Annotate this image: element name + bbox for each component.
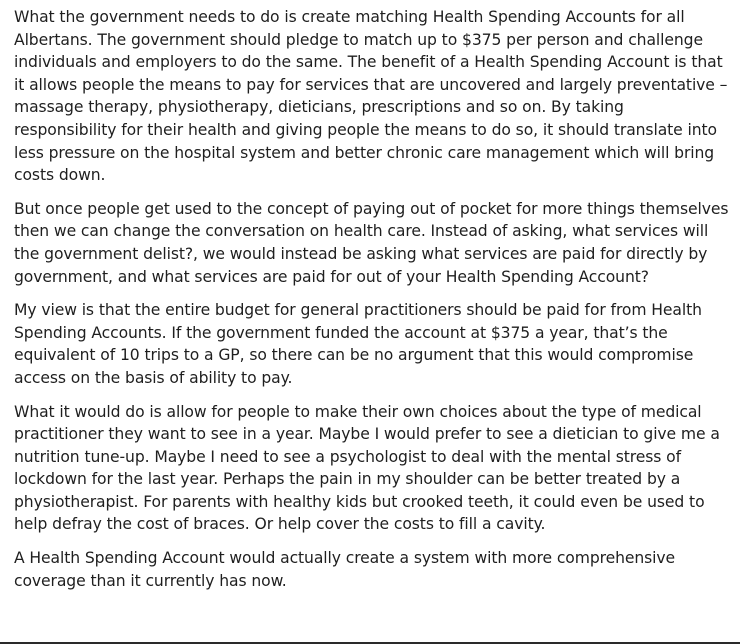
article-body (14, 6, 730, 603)
paragraph-3: My view is that the entire budget for general practitioners should be paid for from Health Spending Accounts. If the government funded the account at $375 a year, that’s the equivalent of 10 trips to a GP, so there can be no argument that this would compromise access on the basis of ability to pay. (14, 301, 702, 387)
paragraph-1: What the government needs to do is create matching Health Spending Accounts for all Albertans. The government should pledge to match up to $375 per person and challenge individuals and employers to do the same. The benefit of a Health Spending Account is that it allows people the means to pay for services that are uncovered and largely preventative – massage therapy, physiotherapy, dieticians, prescriptions and so on. By taking responsibility for their health and giving people the means to do so, it should translate into less pressure on the hospital system and better chronic care management which will bring costs down. (14, 8, 728, 185)
paragraph-4: What it would do is allow for people to make their own choices about the type of medical practitioner they want to see in a year. Maybe I would prefer to see a dietician to give me a nutrition tune-up. Maybe I need to see a psychologist to deal with the mental stress of lockdown for the last year. Perhaps the pain in my shoulder can be better treated by a physiotherapist. For parents with healthy kids but crooked teeth, it could even be used to help defray the cost of braces. Or help cover the costs to fill a cavity. (14, 402, 720, 534)
paragraph-2: But once people get used to the concept of paying out of pocket for more things themselves then we can change the conversation on health care. Instead of asking, what services will the government delist?, we would instead be asking what services are paid for directly by government, and what services are paid for out of your Health Spending Account? (14, 199, 729, 286)
paragraph-5: A Health Spending Account would actually create a system with more comprehensive coverage than it currently has now. (14, 549, 676, 590)
